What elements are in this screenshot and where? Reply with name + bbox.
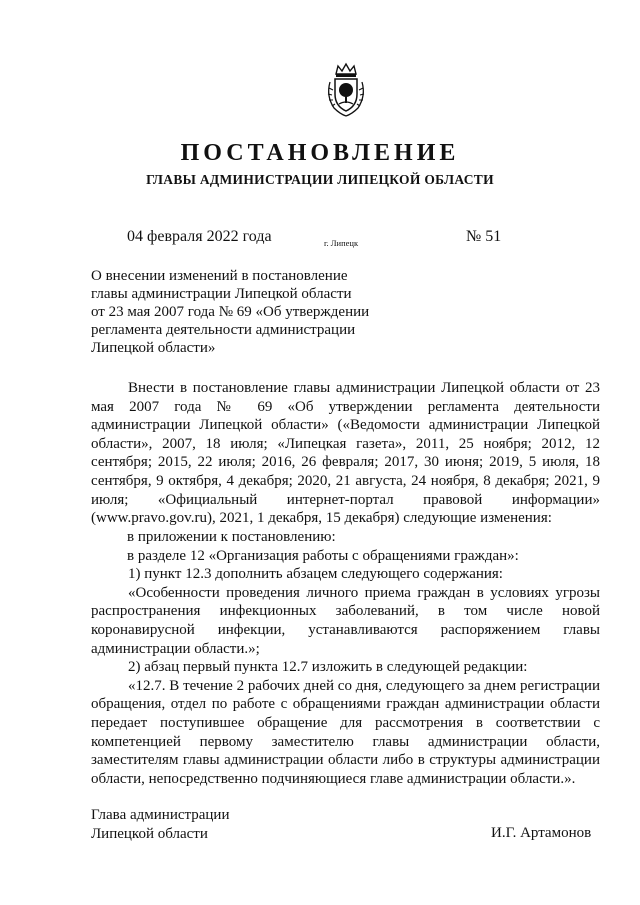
heading-line: О внесении изменений в постановление	[91, 268, 348, 284]
amendment-paragraph: в приложении к постановлению:	[127, 529, 336, 545]
amendment-paragraph: 2) абзац первый пункта 12.7 изложить в следующей редакции:	[128, 659, 528, 676]
signatory-position-line: Глава администрации	[91, 807, 230, 823]
amendment-quote: «Особенности проведения личного приема граждан в условиях угрозы распространения инфекционных заболеваний, в том числе новой коронавирусной инфекции, устанавливаются распоряжением главы администрации области.»;	[91, 584, 600, 657]
heading-line: от 23 мая 2007 года № 69 «Об утверждении	[91, 304, 370, 320]
amendments-list	[91, 528, 600, 788]
document-title: ПОСТАНОВЛЕНИЕ	[180, 140, 460, 166]
heading-line: Липецкой области»	[91, 340, 216, 356]
intro-paragraph: Внести в постановление главы администрации Липецкой области от 23 мая 2007 года № 69 «Об утверждении регламента деятельности администрации Липецкой области» («Ведомости администрации Липецкой области», 2007, 18 июля; «Липецкая газета», 2011, 25 ноября; 2012, 12 сентября; 2015, 22 июля; 2016, 26 февраля; 2017, 30 июня; 2019, 5 июля, 18 сентября, 9 октября, 4 декабря; 2020, 21 августа, 24 ноября, 8 декабря; 2021, 9 июля; «Официальный интернет-портал правовой информации» (www.pravo.gov.ru), 2021, 1 декабря, 15 декабря) следующие изменения:	[91, 380, 600, 527]
amendment-quote: «12.7. В течение 2 рабочих дней со дня, следующего за днем регистрации обращения, отдел по работе с обращениями граждан администрации области передает поступившее обращение для рассмотрения в соответствии с компетенцией первому заместителю главы администрации области, заместителям главы администрации области либо в структуры администрации области, непосредственно подчиняющиеся главе администрации области.».	[91, 677, 600, 787]
document-date: 04 февраля 2022 года	[127, 228, 272, 245]
document-city: г. Липецк	[324, 238, 359, 248]
lipetsk-coat-of-arms-icon	[324, 62, 368, 120]
amendment-paragraph: в разделе 12 «Организация работы с обращениями граждан»:	[127, 547, 519, 564]
heading-line: главы администрации Липецкой области	[91, 286, 352, 302]
document-subtitle: ГЛАВЫ АДМИНИСТРАЦИИ ЛИПЕЦКОЙ ОБЛАСТИ	[146, 172, 494, 187]
signatory-name: И.Г. Артамонов	[491, 825, 592, 841]
signatory-position-line: Липецкой области	[91, 825, 208, 842]
signatory-position	[91, 806, 229, 843]
heading-line: регламента деятельности администрации	[91, 322, 356, 338]
document-heading	[91, 267, 391, 357]
document-number: № 51	[466, 228, 502, 245]
amendment-paragraph: 1) пункт 12.3 дополнить абзацем следующего содержания:	[128, 566, 503, 583]
